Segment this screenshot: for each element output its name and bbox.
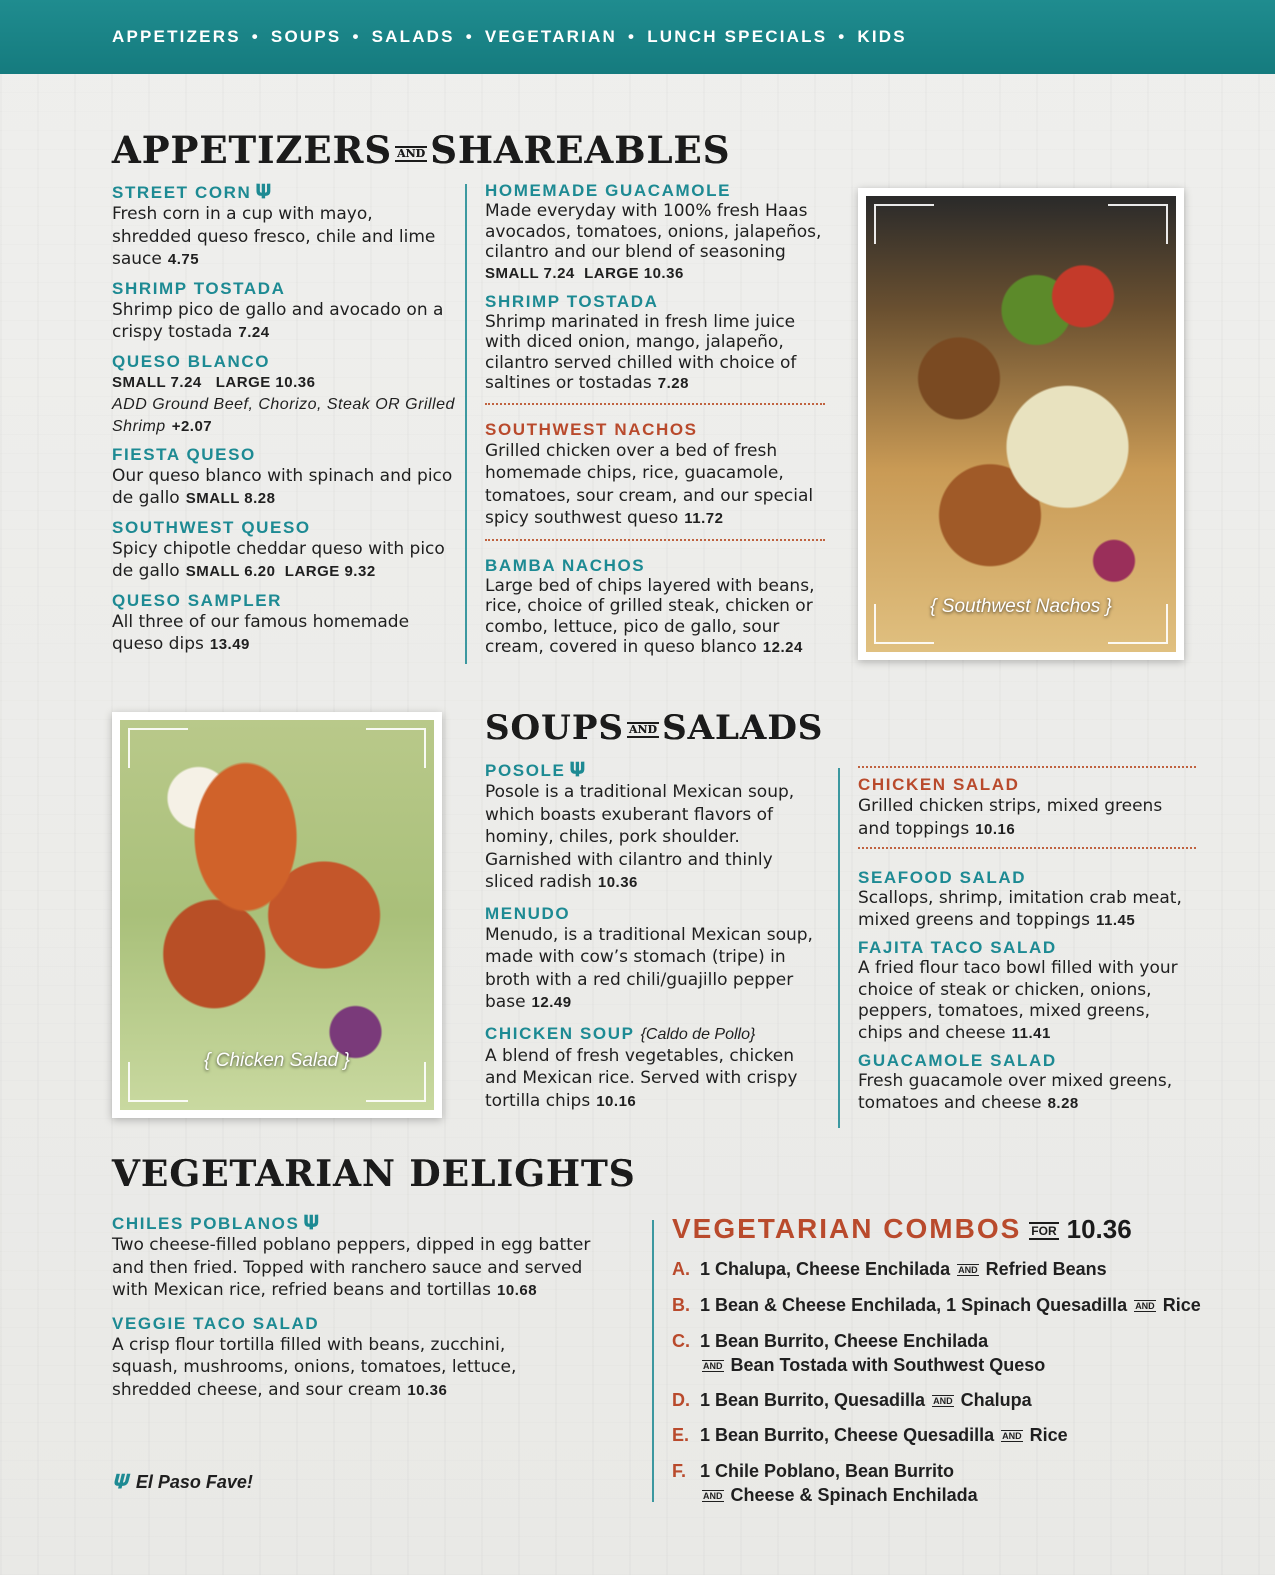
item-name: FIESTA QUESO	[112, 444, 256, 464]
menu-item	[112, 590, 457, 657]
menu-item	[485, 180, 825, 285]
column-divider	[465, 184, 467, 664]
item-price: 7.28	[657, 375, 689, 392]
item-description: Fresh guacamole over mixed greens, tomatoes and cheese 8.28	[858, 1071, 1173, 1113]
photo-caption: { Southwest Nachos }	[930, 596, 1112, 617]
dotted-divider	[485, 539, 825, 541]
combo-item: C. 1 Bean Burrito, Cheese Enchilada AND Bean Tostada with Southwest Queso	[672, 1331, 1046, 1375]
combo-letter: D.	[672, 1390, 690, 1410]
combo-letter: C.	[672, 1331, 690, 1351]
appetizers-title	[112, 128, 730, 172]
item-description: Menudo, is a traditional Mexican soup, made with cow’s stomach (tripe) in broth with a red chili/guajillo pepper base 12.49	[485, 924, 813, 1012]
title-and: AND	[628, 723, 658, 736]
item-price: 7.24	[238, 324, 270, 341]
combo-letter: F.	[672, 1461, 687, 1481]
combo-and: AND	[1002, 1431, 1022, 1442]
vegetarian-title: VEGETARIAN DELIGHTS	[112, 1153, 636, 1195]
item-price: 11.45	[1096, 911, 1136, 929]
nav-separator: •	[465, 27, 474, 46]
cactus-icon: 𝚿	[569, 760, 587, 781]
item-name: SHRIMP TOSTADA	[485, 291, 659, 311]
nav-vegetarian[interactable]: VEGETARIAN	[484, 27, 618, 46]
ornament-corner	[366, 728, 426, 768]
el-paso-fave-legend	[112, 1472, 253, 1494]
item-name-note: {Caldo de Pollo}	[640, 1025, 756, 1043]
title-word: SOUPS	[485, 708, 624, 748]
item-price: 13.49	[209, 636, 250, 653]
menu-item	[485, 555, 825, 659]
item-name: VEGGIE TACO SALAD	[112, 1313, 320, 1333]
combo-item: B. 1 Bean & Cheese Enchilada, 1 Spinach Quesadilla AND Rice	[672, 1295, 1201, 1315]
combo-and: AND	[958, 1265, 978, 1276]
item-name: FAJITA TACO SALAD	[858, 938, 1057, 957]
item-description: Made everyday with 100% fresh Haas avocados, tomatoes, onions, jalapeños, cilantro and our blend of seasoning	[485, 201, 822, 262]
nav-kids[interactable]: KIDS	[857, 27, 907, 46]
item-description: Grilled chicken over a bed of fresh homemade chips, rice, guacamole, tomatoes, sour cream, and our special spicy southwest queso 11.72	[485, 440, 814, 528]
appetizers-right-column	[485, 180, 825, 665]
menu-item	[485, 291, 825, 395]
dotted-divider	[485, 403, 825, 405]
salads-column	[858, 760, 1196, 1120]
item-name: STREET CORN 𝚿	[112, 182, 273, 203]
combo-item: A. 1 Chalupa, Cheese Enchilada AND Refried Beans	[672, 1259, 1107, 1279]
item-description: Shrimp pico de gallo and avocado on a crispy tostada 7.24	[112, 299, 444, 342]
item-name: CHICKEN SALAD	[858, 775, 1020, 794]
item-name: HOMEMADE GUACAMOLE	[485, 181, 732, 200]
item-price: 10.68	[497, 1282, 538, 1299]
menu-item	[112, 1313, 612, 1403]
vegetarian-combos-title	[672, 1213, 1132, 1245]
item-description: Shrimp marinated in fresh lime juice with diced onion, mango, jalapeño, cilantro served chilled with choice of saltines or tostadas 7.28	[485, 311, 797, 393]
item-name: SOUTHWEST NACHOS	[485, 419, 698, 439]
item-description: Our queso blanco with spinach and pico de gallo SMALL 8.28	[112, 465, 453, 508]
item-description: Fresh corn in a cup with mayo, shredded queso fresco, chile and lime sauce 4.75	[112, 204, 436, 269]
combo-letter: E.	[672, 1425, 690, 1445]
soups-column	[485, 760, 825, 1119]
item-sizes: SMALL 7.24 LARGE 10.36	[485, 264, 684, 282]
nav-appetizers[interactable]: APPETIZERS	[112, 27, 241, 46]
menu-item	[485, 419, 825, 531]
menu-item	[112, 182, 457, 272]
item-name: SEAFOOD SALAD	[858, 868, 1027, 887]
combo-item: E. 1 Bean Burrito, Cheese Quesadilla AND Rice	[672, 1425, 1068, 1445]
menu-item	[858, 867, 1196, 931]
menu-item	[112, 351, 457, 438]
item-price: 10.16	[975, 820, 1016, 838]
item-price: 10.36	[407, 1381, 448, 1399]
menu-item	[485, 903, 825, 1015]
item-name: QUESO SAMPLER	[112, 590, 283, 610]
item-price: 12.24	[762, 639, 803, 656]
combos-price: 10.36	[1066, 1214, 1132, 1244]
nav-soups[interactable]: SOUPS	[270, 27, 342, 46]
menu-item	[112, 517, 457, 584]
dotted-divider	[858, 766, 1196, 768]
item-name: CHILES POBLANOS 𝚿	[112, 1213, 321, 1234]
title-word: APPETIZERS	[112, 128, 393, 172]
addon-price: +2.07	[171, 417, 213, 435]
item-description: Two cheese-filled poblano peppers, dipped in egg batter and then fried. Topped with ranchero sauce and served with Mexican rice, refried beans and tortillas 10.68	[112, 1235, 591, 1300]
dotted-divider	[858, 847, 1196, 849]
menu-item	[858, 774, 1196, 841]
item-name: GUACAMOLE SALAD	[858, 1051, 1057, 1070]
combo-and: AND	[703, 1491, 723, 1502]
item-description: A blend of fresh vegetables, chicken and Mexican rice. Served with crispy tortilla chips 10.16	[485, 1045, 798, 1111]
southwest-nachos-photo	[858, 188, 1184, 660]
combo-and: AND	[933, 1396, 953, 1407]
combo-letter: A.	[672, 1259, 690, 1279]
item-description: All three of our famous homemade queso dips 13.49	[112, 611, 410, 654]
item-description: A crisp flour tortilla filled with beans, zucchini, squash, mushrooms, onions, tomatoes, lettuce, shredded cheese, and sour cream 10.36	[112, 1334, 517, 1400]
nav-separator: •	[352, 27, 361, 46]
fave-label: El Paso Fave!	[135, 1472, 253, 1492]
column-divider	[838, 768, 840, 1128]
nav-lunch-specials[interactable]: LUNCH SPECIALS	[647, 27, 828, 46]
item-sizes: SMALL 7.24 LARGE 10.36	[112, 373, 316, 391]
cactus-icon: 𝚿	[112, 1472, 128, 1493]
ornament-corner	[874, 204, 934, 244]
title-and: AND	[397, 146, 426, 160]
cactus-icon: 𝚿	[303, 1213, 321, 1234]
menu-item	[485, 760, 825, 895]
item-description: Large bed of chips layered with beans, rice, choice of grilled steak, chicken or combo, lettuce, pico de gallo, sour cream, covered in queso blanco 12.24	[485, 575, 815, 657]
item-name: BAMBA NACHOS	[485, 555, 646, 575]
item-description: Scallops, shrimp, imitation crab meat, mixed greens and toppings 11.45	[858, 888, 1182, 930]
item-price: 10.36	[597, 874, 638, 891]
item-name: SOUTHWEST QUESO	[112, 517, 311, 537]
menu-item	[858, 937, 1196, 1044]
top-nav-bar	[0, 0, 1275, 74]
item-name: QUESO BLANCO	[112, 351, 271, 371]
title-word: SALADS	[662, 708, 824, 748]
appetizers-left-column	[112, 182, 457, 663]
item-name: CHICKEN SOUP {Caldo de Pollo}	[485, 1023, 756, 1043]
chicken-salad-photo	[112, 712, 442, 1118]
item-description: Spicy chipotle cheddar queso with pico de gallo SMALL 6.20 LARGE 9.32	[112, 538, 445, 581]
item-price: SMALL 6.20 LARGE 9.32	[185, 563, 376, 580]
combo-letter: B.	[672, 1295, 690, 1315]
combos-heading: VEGETARIAN COMBOS	[672, 1213, 1022, 1244]
menu-item	[112, 444, 457, 511]
ornament-corner	[1108, 204, 1168, 244]
menu-item	[112, 278, 457, 345]
item-description: A fried flour taco bowl filled with your choice of steak or chicken, onions, peppers, tomatoes, mixed greens, chips and cheese 11.41	[858, 958, 1178, 1043]
item-name: SHRIMP TOSTADA	[112, 278, 286, 298]
menu-item	[485, 1023, 825, 1114]
ornament-corner	[128, 728, 188, 768]
item-price: 8.28	[1047, 1094, 1079, 1112]
nav-separator: •	[628, 27, 637, 46]
combo-item: D. 1 Bean Burrito, Quesadilla AND Chalupa	[672, 1390, 1032, 1410]
combo-item: F. 1 Chile Poblano, Bean Burrito AND Cheese & Spinach Enchilada	[672, 1461, 978, 1505]
cactus-icon: 𝚿	[255, 182, 273, 203]
item-name: POSOLE 𝚿	[485, 760, 587, 781]
item-addon: ADD Ground Beef, Chorizo, Steak OR Grilled Shrimp +2.07	[112, 395, 455, 435]
item-price: 12.49	[531, 994, 572, 1011]
menu-item	[112, 1213, 612, 1303]
item-price: 4.75	[167, 251, 200, 268]
combo-and: AND	[1135, 1301, 1155, 1312]
item-price: SMALL 8.28	[185, 490, 276, 507]
nav-separator: •	[251, 27, 260, 46]
photo-caption: { Chicken Salad }	[204, 1050, 350, 1071]
item-price: 10.16	[596, 1092, 637, 1110]
item-description: Grilled chicken strips, mixed greens and toppings 10.16	[858, 796, 1163, 839]
menu-item	[858, 1050, 1196, 1114]
soups-salads-title	[485, 708, 823, 748]
title-word: SHAREABLES	[430, 128, 731, 172]
vegetarian-column	[112, 1213, 612, 1408]
nav-separator: •	[838, 27, 847, 46]
item-price: 11.41	[1011, 1024, 1051, 1042]
combos-for: FOR	[1031, 1223, 1057, 1238]
item-price: 11.72	[684, 510, 724, 527]
item-description: Posole is a traditional Mexican soup, which boasts exuberant flavors of hominy, chiles, pork shoulder. Garnished with cilantro and thinly sliced radish 10.36	[485, 782, 795, 892]
nav-salads[interactable]: SALADS	[371, 27, 455, 46]
combo-and: AND	[703, 1361, 723, 1372]
item-name: MENUDO	[485, 903, 571, 923]
column-divider	[652, 1220, 654, 1502]
